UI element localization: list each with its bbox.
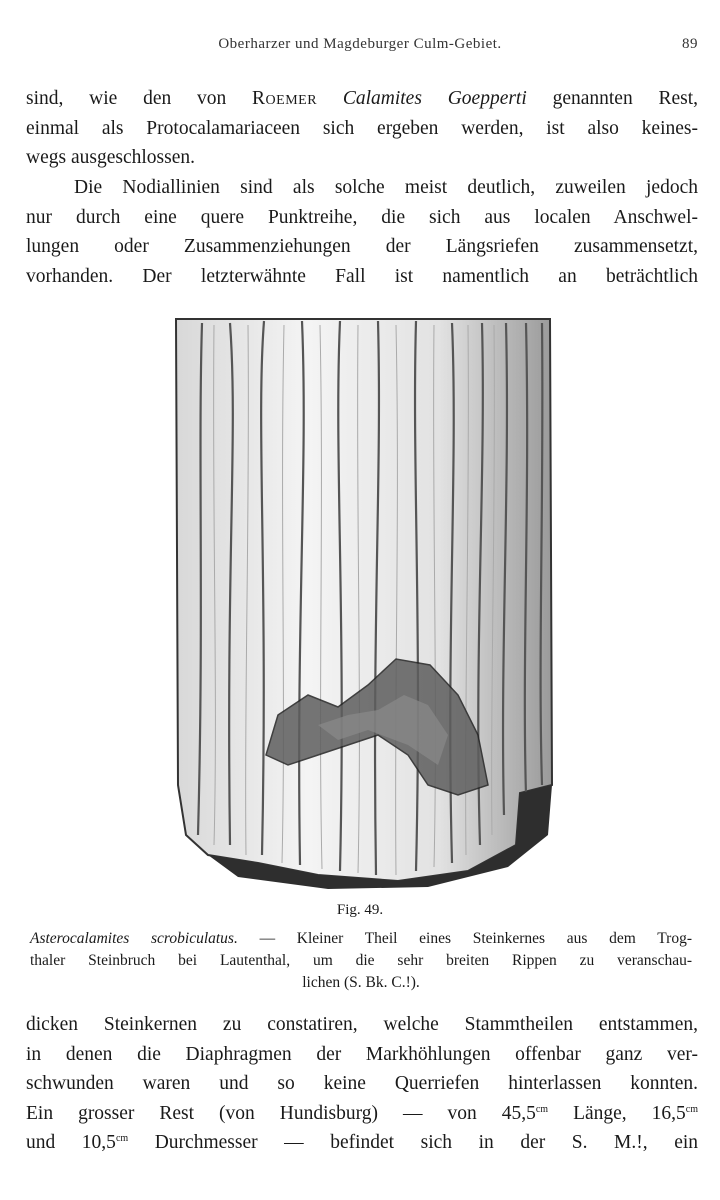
paragraph-3	[26, 1010, 698, 1158]
species-name: Calamites Goepperti	[342, 88, 527, 109]
paragraph-2	[26, 173, 698, 291]
figure-caption	[30, 928, 692, 994]
paragraph-3-line-3: schwunden waren und so keine Querriefen hinterlassen konnten.	[26, 1073, 698, 1094]
paragraph-2-line-1: Die Nodiallinien sind als solche meist deutlich, zuweilen jedoch	[74, 177, 698, 198]
running-header	[0, 36, 720, 58]
fossil-illustration	[168, 315, 560, 895]
caption-species: Asterocalamites scrobiculatus.	[30, 930, 238, 947]
paragraph-1	[26, 84, 698, 173]
paragraph-2-line-3: lungen oder Zusammenziehungen der Längsriefen zusammensetzt,	[26, 236, 698, 257]
paragraph-2-line-4: vorhanden. Der letzterwähnte Fall ist namentlich an beträchtlich	[26, 265, 698, 287]
paragraph-2-line-2: nur durch eine quere Punktreihe, die sich aus localen Anschwel-	[26, 206, 698, 228]
author-name: Roemer	[252, 88, 318, 109]
page-number: 89	[682, 36, 698, 52]
paragraph-1-line-3: wegs ausgeschlossen.	[26, 147, 195, 168]
caption-line-1: Asterocalamites scrobiculatus. — Kleiner Theil eines Steinkernes aus dem Trog-	[30, 930, 693, 947]
running-title: Oberharzer und Magdeburger Culm-Gebiet.	[218, 36, 502, 52]
paragraph-1-line-2: einmal als Protocalamariaceen sich ergeben werden, ist also keines-	[26, 117, 698, 139]
fossil-figure	[168, 315, 560, 895]
paragraph-3-line-4: Ein grosser Rest (von Hundisburg) — von $45,5^{cm}$ Länge, $16,5^{cm}$	[26, 1102, 698, 1124]
figure-label: Fig. 49.	[336, 902, 384, 918]
paragraph-3-line-1: dicken Steinkernen zu constatiren, welche Stammtheilen entstammen,	[26, 1014, 698, 1035]
caption-line-3: lichen (S. Bk. C.!).	[302, 974, 420, 991]
paragraph-3-line-5: und $10,5^{cm}$ Durchmesser — befindet sich in der S. M.!, ein	[26, 1132, 699, 1153]
caption-line-2: thaler Steinbruch bei Lautenthal, um die sehr breiten Rippen zu veranschau-	[30, 952, 692, 969]
paragraph-1-line-1: sind, wie den von Roemer Calamites Goepperti genannten Rest,	[26, 88, 699, 109]
paragraph-3-line-2: in denen die Diaphragmen der Markhöhlungen offenbar ganz ver-	[26, 1043, 698, 1065]
